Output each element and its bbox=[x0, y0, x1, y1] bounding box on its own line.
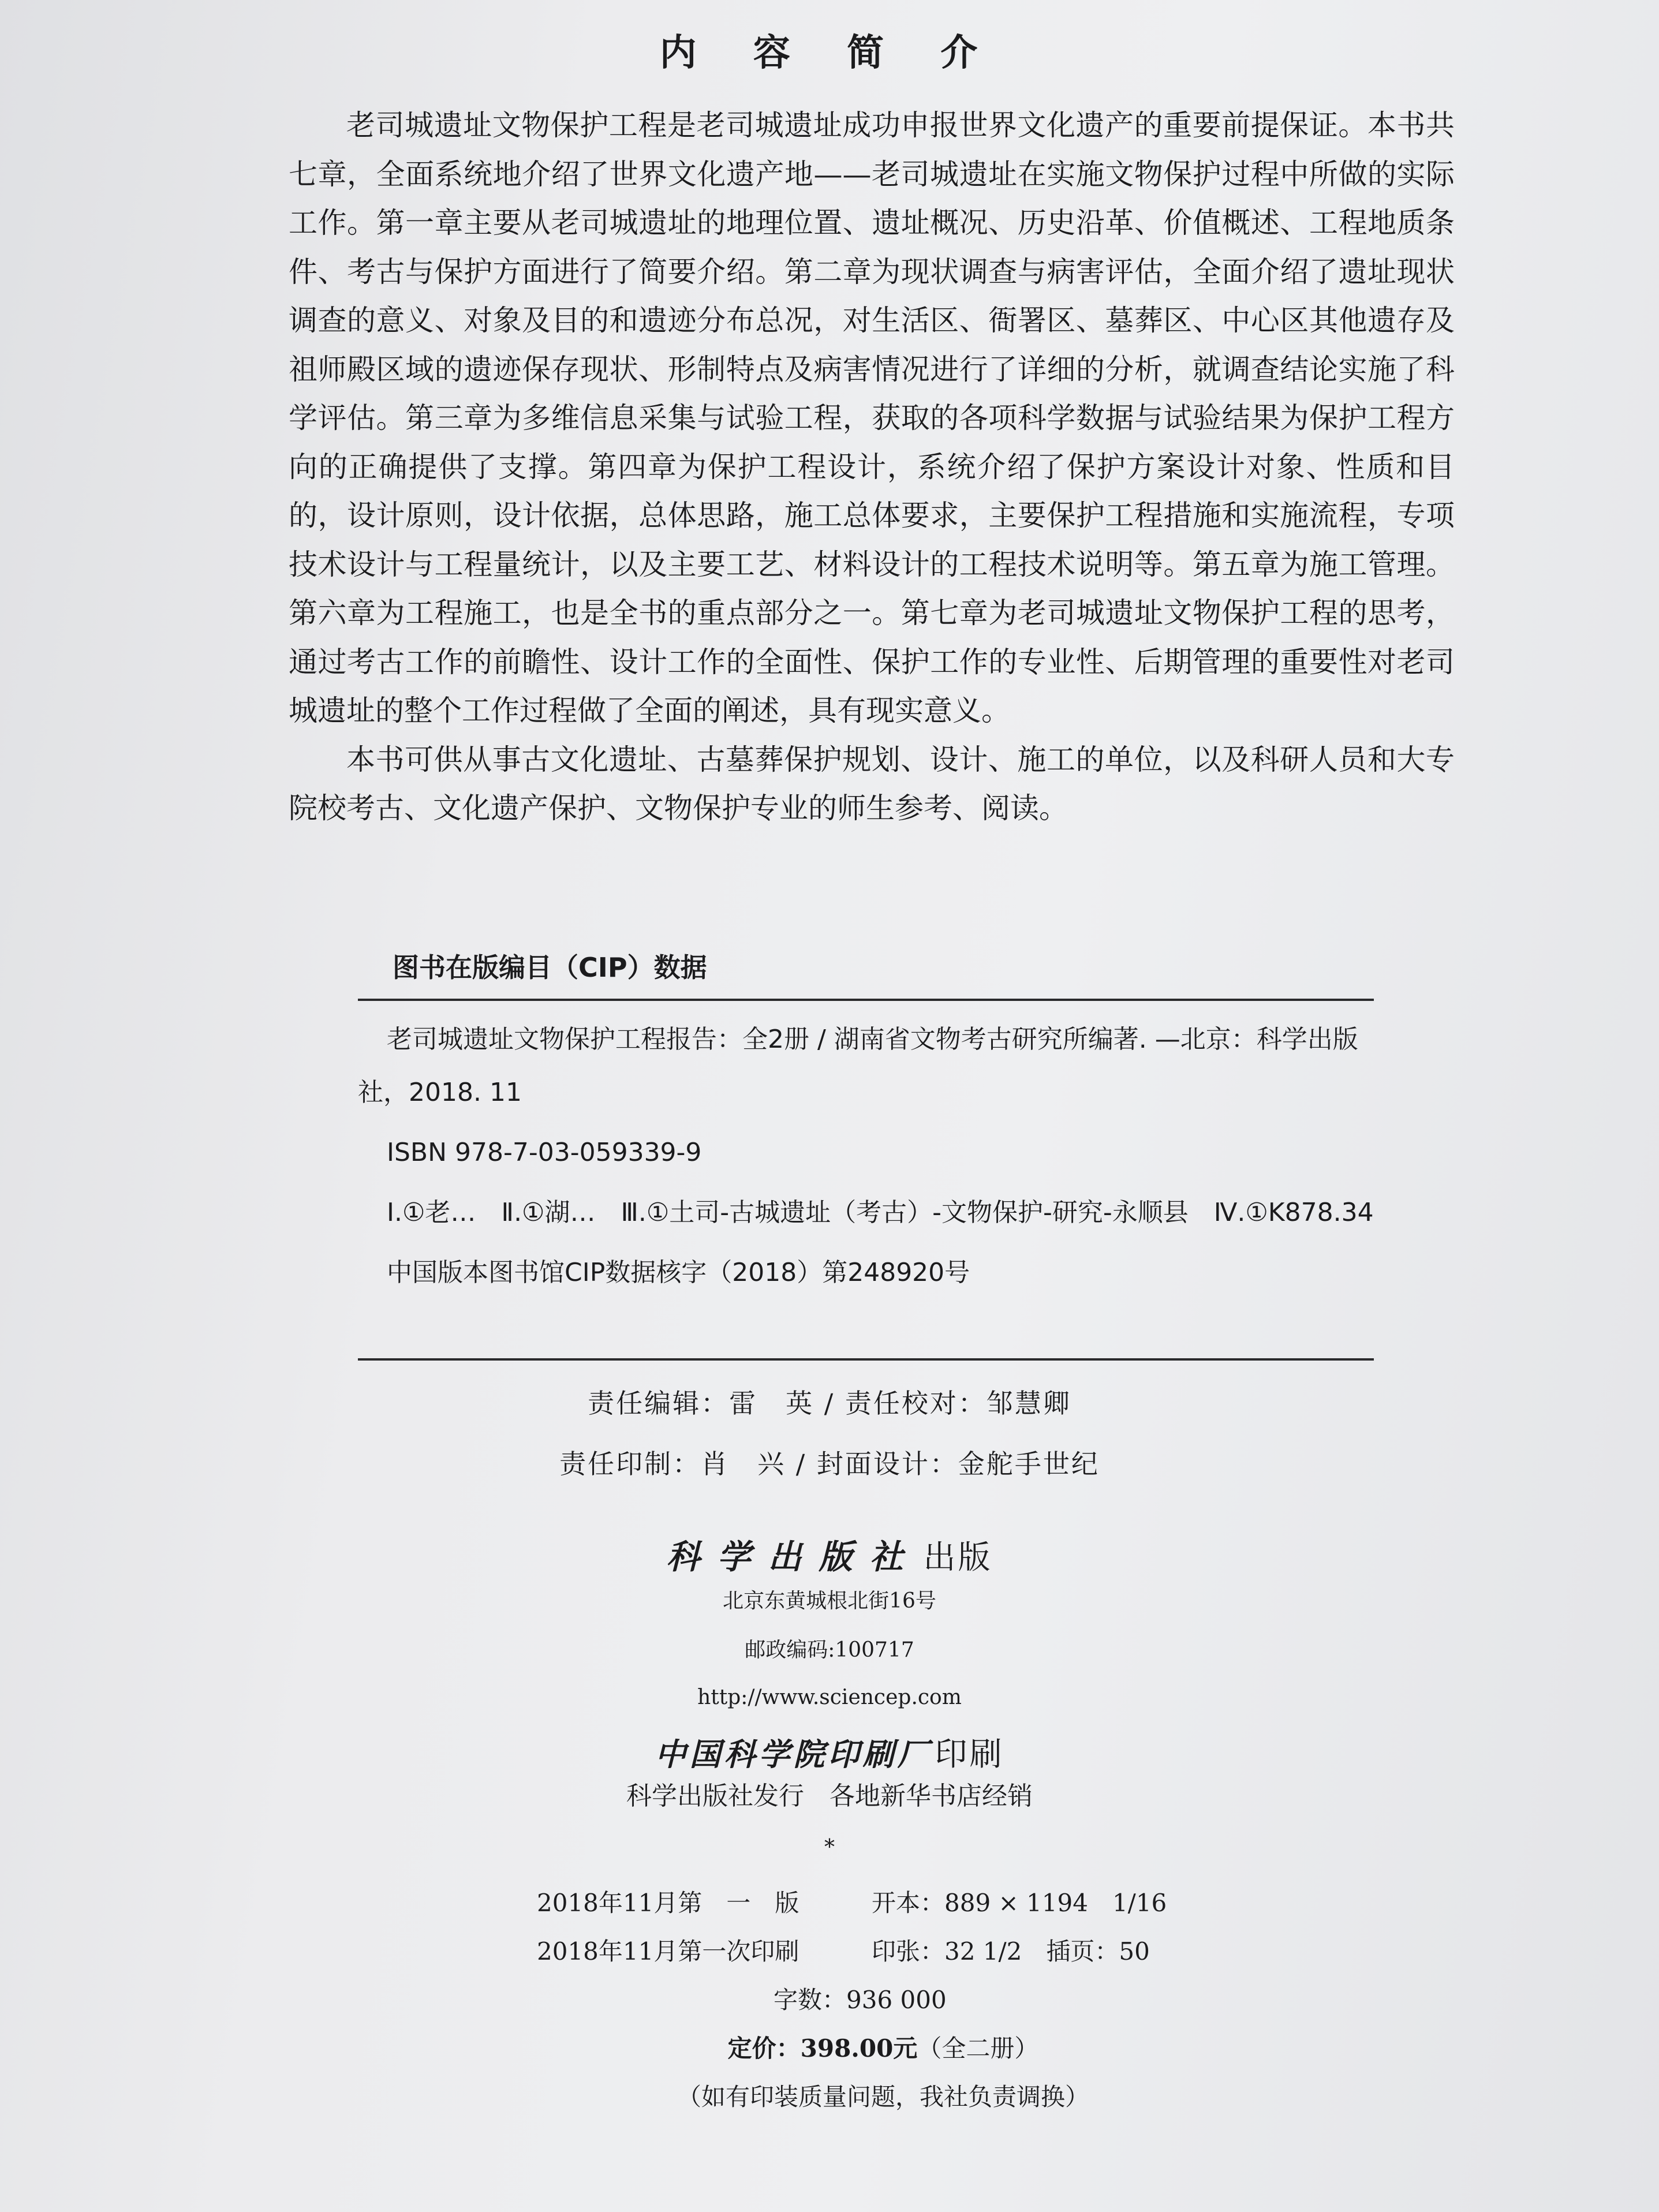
publisher-url: http://www.sciencep.com bbox=[697, 1686, 962, 1709]
publisher-suffix: 出版 bbox=[923, 1539, 993, 1576]
sheets-count: 印张：32 1/2 插页：50 bbox=[872, 1937, 1150, 1966]
printer-line bbox=[0, 1729, 1659, 1775]
cip-entry: 老司城遗址文物保护工程报告：全2册 / 湖南省文物考古研究所编著. —北京：科学出版社，2018. 11 bbox=[358, 1025, 1358, 1107]
cip-heading: 图书在版编目（CIP）数据 bbox=[393, 952, 707, 983]
printer-logo: 中国科学院印刷厂 bbox=[655, 1736, 932, 1773]
production-credits: 责任印制：肖 兴 / 封面设计：金舵手世纪 bbox=[559, 1448, 1100, 1479]
printing-date: 2018年11月第一次印刷 bbox=[537, 1937, 799, 1966]
publisher-line bbox=[0, 1530, 1659, 1578]
price-value: 398.00元 bbox=[800, 2034, 918, 2062]
cip-classification: Ⅰ.①老… Ⅱ.①湖… Ⅲ.①土司-古城遗址（考古）-文物保护-研究-永顺县 Ⅳ.①K878.34 bbox=[387, 1198, 1374, 1227]
page-title: 内 容 简 介 bbox=[659, 31, 1000, 74]
edition-date: 2018年11月第 一 版 bbox=[537, 1889, 799, 1917]
price-label: 定价： bbox=[727, 2034, 801, 2062]
cip-block bbox=[358, 1013, 1374, 1306]
distribution-line: 科学出版社发行 各地新华书店经销 bbox=[626, 1781, 1033, 1811]
quality-notice: （如有印装质量问题，我社负责调换） bbox=[677, 2083, 1089, 2111]
publisher-postcode: 邮政编码:100717 bbox=[745, 1638, 914, 1662]
book-summary bbox=[289, 101, 1455, 833]
summary-paragraph: 本书可供从事古文化遗址、古墓葬保护规划、设计、施工的单位，以及科研人员和大专院校考古、文化遗产保护、文物保护专业的师生参考、阅读。 bbox=[289, 742, 1455, 825]
cip-bottom-rule bbox=[358, 1358, 1374, 1361]
printer-suffix: 印刷 bbox=[935, 1736, 1004, 1773]
price-note: （全二册） bbox=[917, 2034, 1039, 2062]
publisher-address: 北京东黄城根北街16号 bbox=[723, 1589, 936, 1613]
summary-paragraph: 老司城遗址文物保护工程是老司城遗址成功申报世界文化遗产的重要前提保证。本书共七章，全面系统地介绍了世界文化遗产地——老司城遗址在实施文物保护过程中所做的实际工作。第一章主要从老司城遗址的地理位置、遗址概况、历史沿革、价值概述、工程地质条件、考古与保护方面进行了简要介绍。第二章为现状调查与病害评估，全面介绍了遗址现状调查的意义、对象及目的和遗迹分布总况，对生活区、衙署区、墓葬区、中心区其他遗存及祖师殿区域的遗迹保存现状、形制特点及病害情况进行了详细的分析，就调查结论实施了科学评估。第三章为多维信息采集与试验工程，获取的各项科学数据与试验结果为保护工程方向的正确提供了支撑。第四章为保护工程设计，系统介绍了保护方案设计对象、性质和目的，设计原则，设计依据，总体思路，施工总体要求，主要保护工程措施和实施流程，专项技术设计与工程量统计，以及主要工艺、材料设计的工程技术说明等。第五章为施工管理。第六章为工程施工，也是全书的重点部分之一。第七章为老司城遗址文物保护工程的思考，通过考古工作的前瞻性、设计工作的全面性、保护工作的专业性、后期管理的重要性对老司城遗址的整个工作过程做了全面的阐述，具有现实意义。 bbox=[289, 109, 1455, 727]
publication-specs bbox=[537, 1879, 1230, 2121]
cip-approval: 中国版本图书馆CIP数据核字（2018）第248920号 bbox=[387, 1258, 970, 1287]
word-count: 字数：936 000 bbox=[774, 1986, 947, 2014]
publisher-logo: 科学出版社 bbox=[666, 1537, 921, 1576]
separator-star: * bbox=[824, 1836, 835, 1859]
editor-credits: 责任编辑：雷 英 / 责任校对：邹慧卿 bbox=[588, 1388, 1071, 1419]
cip-top-rule bbox=[358, 999, 1374, 1001]
format-size: 开本：889 × 1194 1/16 bbox=[872, 1889, 1167, 1917]
cip-isbn: ISBN 978-7-03-059339-9 bbox=[387, 1138, 702, 1167]
